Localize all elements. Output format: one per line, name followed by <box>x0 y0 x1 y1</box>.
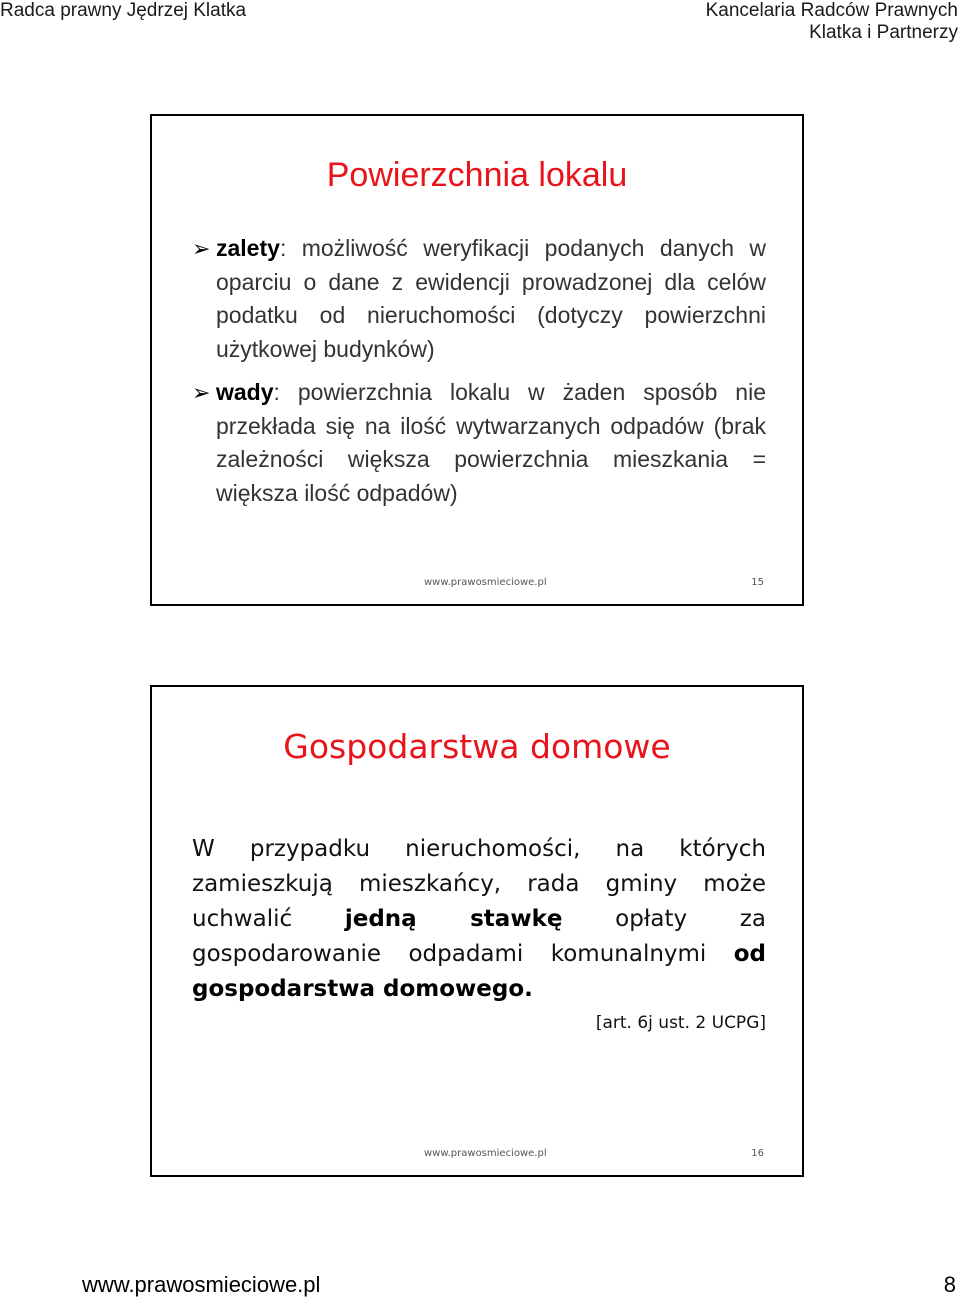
slide-number: 15 <box>751 577 764 588</box>
slide-footer-url: www.prawosmieciowe.pl <box>424 577 547 588</box>
header-firm-line2: Klatka i Partnerzy <box>809 22 958 43</box>
slide-number: 16 <box>751 1148 764 1159</box>
bullet-text: : powierzchnia lokalu w żaden sposób nie przekłada się na ilość wytwarzanych odpadów (brak zależności większa powierzchnia mieszkania = większa ilość odpadów) <box>216 379 766 506</box>
page-footer-url: www.prawosmieciowe.pl <box>82 1272 321 1297</box>
arrow-bullet-icon: ➢ <box>192 380 211 405</box>
arrow-bullet-icon: ➢ <box>192 236 211 261</box>
slide-15 <box>150 114 804 606</box>
bullet-label: zalety <box>216 235 280 261</box>
citation: [art. 6j ust. 2 UCPG] <box>595 1013 766 1033</box>
page-number: 8 <box>943 1272 956 1297</box>
header-firm-line1: Kancelaria Radców Prawnych <box>705 0 958 21</box>
paragraph-text: W przypadku nieruchomości, na których zamieszkują mieszkańcy, rada gminy może uchwalić <box>192 836 766 932</box>
slide-title: Gospodarstwa domowe <box>283 727 671 766</box>
slide-footer-url: www.prawosmieciowe.pl <box>424 1148 547 1159</box>
paragraph-bold: jedną stawkę <box>344 906 563 932</box>
bullet-text: : możliwość weryfikacji podanych danych w oparciu o dane z ewidencji prowadzonej dla celów podatku od nieruchomości (dotyczy powierzchni użytkowej budynków) <box>216 235 766 362</box>
bullet-advantages <box>192 232 766 366</box>
bullet-label: wady <box>216 379 274 405</box>
header-author: Radca prawny Jędrzej Klatka <box>0 0 247 21</box>
bullet-list <box>192 232 766 520</box>
paragraph-text: opłaty za gospodarowanie odpadami komunalnymi <box>192 906 766 967</box>
slide-paragraph <box>192 832 766 1007</box>
slide-title: Powierzchnia lokalu <box>326 156 628 194</box>
paragraph-bold: od gospodarstwa domowego. <box>192 941 766 1002</box>
bullet-disadvantages <box>192 376 766 510</box>
header-firm <box>706 0 958 44</box>
slide-16 <box>150 685 804 1177</box>
